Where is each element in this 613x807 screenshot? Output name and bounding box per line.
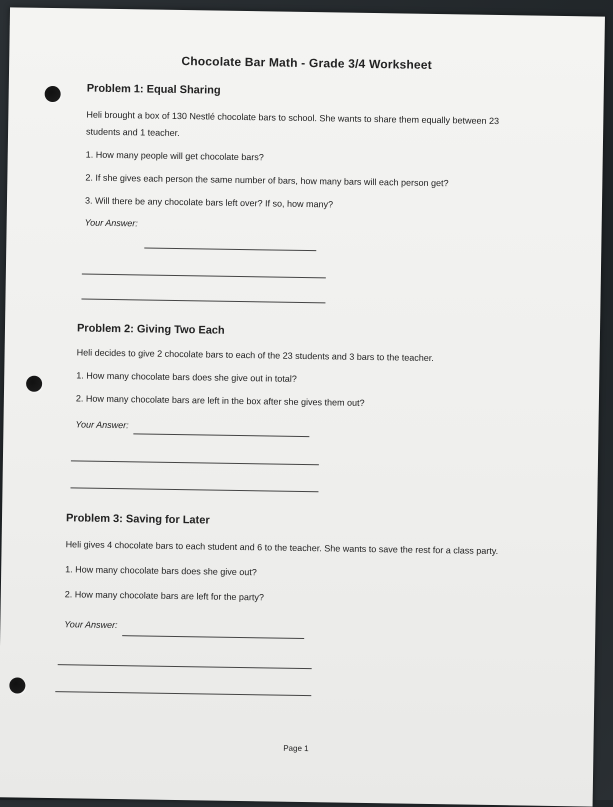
problem-1-question-1: 1. How many people will get chocolate bars?: [85, 149, 264, 163]
answer-line[interactable]: [82, 273, 326, 278]
answer-line[interactable]: [58, 664, 312, 669]
worksheet-title: Chocolate Bar Math - Grade 3/4 Worksheet: [181, 54, 433, 72]
problem-2-intro: Heli decides to give 2 chocolate bars to each of the 23 students and 3 bars to the teacher.: [76, 347, 434, 364]
answer-line[interactable]: [81, 298, 325, 303]
problem-3-intro: Heli gives 4 chocolate bars to each student and 6 to the teacher. She wants to save the rest for a class party.: [65, 539, 499, 557]
problem-1-question-2: 2. If she gives each person the same number of bars, how many bars will each person get?: [85, 172, 449, 189]
answer-label: Your Answer:: [75, 419, 129, 431]
page-number: Page 1: [283, 743, 309, 754]
punch-hole: [9, 677, 25, 693]
answer-line[interactable]: [122, 635, 304, 639]
problem-3-question-1: 1. How many chocolate bars does she give out?: [65, 564, 257, 578]
answer-label: Your Answer:: [64, 619, 118, 631]
problem-1-heading: Problem 1: Equal Sharing: [86, 82, 221, 97]
answer-line[interactable]: [144, 247, 316, 251]
punch-hole: [26, 376, 42, 392]
problem-3: [64, 512, 566, 640]
problem-3-heading: Problem 3: Saving for Later: [65, 512, 210, 527]
answer-label: Your Answer:: [84, 217, 138, 229]
answer-line[interactable]: [55, 691, 311, 696]
punch-hole: [45, 86, 61, 102]
answer-line[interactable]: [71, 460, 319, 465]
worksheet-page: [0, 7, 605, 806]
problem-1-intro: Heli brought a box of 130 Nestlé chocolate bars to school. She wants to share them equally between 23: [86, 109, 500, 127]
problem-1-question-3: 3. Will there be any chocolate bars left over? If so, how many?: [84, 195, 334, 210]
problem-3-question-2: 2. How many chocolate bars are left for the party?: [64, 589, 264, 603]
problem-2-question-2: 2. How many chocolate bars are left in the box after she gives them out?: [75, 393, 365, 408]
problem-2: [75, 322, 537, 439]
answer-line[interactable]: [70, 487, 318, 492]
problem-2-heading: Problem 2: Giving Two Each: [76, 322, 225, 337]
problem-2-question-1: 1. How many chocolate bars does she give out in total?: [76, 370, 297, 384]
problem-1-intro-cont: students and 1 teacher.: [86, 126, 180, 139]
problem-1: [85, 83, 547, 238]
